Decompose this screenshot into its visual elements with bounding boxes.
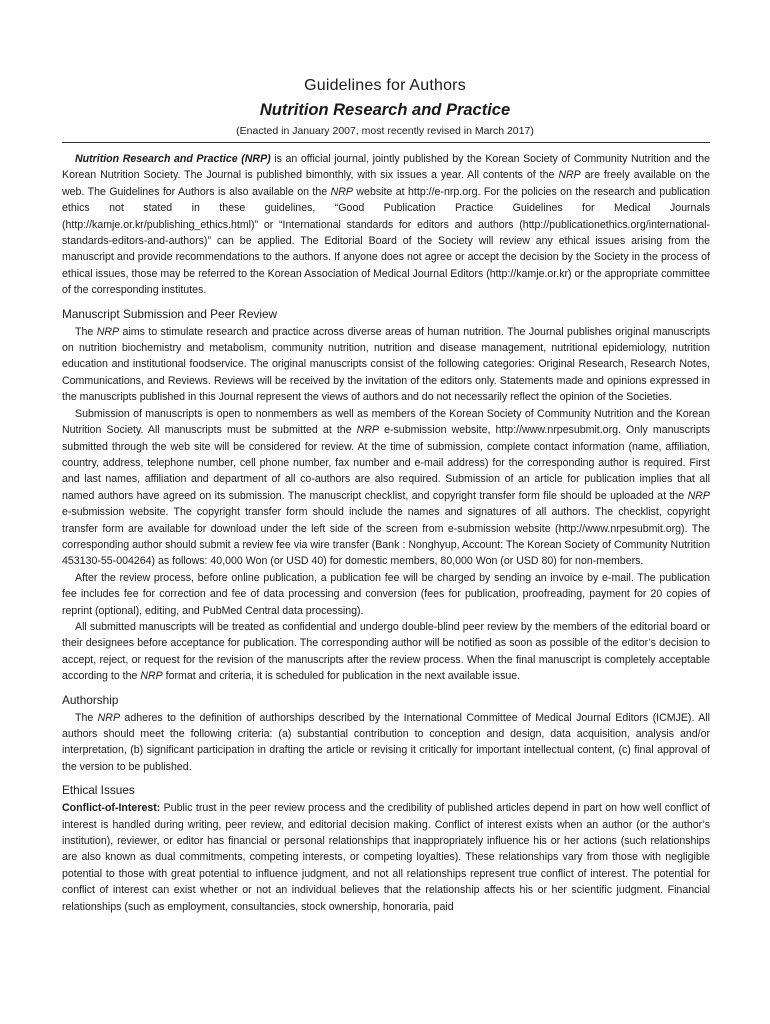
page-header: [0, 74, 770, 140]
submission-p2-text-2: e-submission website, http://www.nrpesubmit.org. Only manuscripts submitted through the web site will be considered for review. At the time of submission, complete contact information (name, affiliation, country, address, telephone number, cell phone number, fax number and e-mail address) for the corresponding author is required. First and last names, affiliation and department of all co-authors are also required. Submission of an article for publication implies that all named authors have agreed on its submission. The manuscript checklist, and copyright transfer form file should be uploaded at the: [62, 424, 710, 502]
authorship-text-2: adheres to the definition of authorships described by the International Committee of Medical Journal Editors (ICMJE). All authors should meet the following criteria: (a) substantial contribution to conception and design, data acquisition, analysis and/or interpretation, (b) significant participation in drafting the article or revising it critically for important intellectual content, (c) final approval of the version to be published.: [62, 711, 710, 773]
ethics-paragraph: [62, 800, 710, 915]
submission-p1-nrp: NRP: [96, 325, 120, 338]
intro-nrp-1: NRP: [558, 169, 581, 182]
submission-p2-text-1: Submission of manuscripts is open to nonmembers as well as members of the Korean Society of Community Nutrition and the Korean Nutrition Society. All manuscripts must be submitted at the: [62, 407, 710, 437]
submission-p4-text-1: All submitted manuscripts will be treated as confidential and undergo double-blind peer review by the members of the editorial board or their designees before acceptance for publication. The corresponding author will be notified as soon as possible of the editor’s decision to accept, reject, or request for the revision of the manuscripts after the review process. When the final manuscript is completely acceptable according to the: [62, 620, 710, 683]
intro-text-3: website at http://e-nrp.org. For the policies on the research and publication ethics not stated in these guidelines, “Good Publication Practice Guidelines for Medical Journals (http://kamje.or.kr/publishing_ethics.html)” or “International standards for editors and authors (http://publicationethics.org/international-standards-editors-and-authors)” can be applied. The Editorial Board of the Society will review any ethical issues arising from the manuscript and provide recommendations to the authors. If anyone does not agree or accept the decision by the Society in the process of ethical issues, those may be referred to the Korean Association of Medical Journal Editors (http://kamje.or.kr) or the appropriate committee of the corresponding institutes.: [62, 185, 710, 297]
submission-p1-text-2: aims to stimulate research and practice across diverse areas of human nutrition. The Journal publishes original manuscripts on nutrition biochemistry and metabolism, community nutrition, nutrition and disease management, nutritional epidemiology, nutrition education and institutional foodservice. The original manuscripts consist of the following categories: Original Research, Research Notes, Communications, and Reviews. Reviews will be received by the invitation of the editors only. Statements made and opinions expressed in the manuscripts published in this Journal represent the views of authors and do not necessarily reflect the opinion of the Societies.: [62, 325, 710, 404]
submission-p2-nrp-1: NRP: [356, 424, 379, 437]
authorship-text-1: The: [75, 711, 98, 724]
authorship-paragraph: [62, 710, 710, 776]
submission-paragraph-2: [62, 406, 710, 570]
intro-text-1: is an official journal, jointly published by the Korean Society of Community Nutrition and the Korean Nutrition Society. The Journal is published bimonthly, with six issues a year. All contents of the: [62, 153, 710, 182]
submission-p1-text-1: The: [75, 325, 97, 338]
authorship-nrp: NRP: [97, 711, 121, 724]
header-divider: [62, 142, 710, 143]
submission-p4-nrp: NRP: [140, 670, 163, 683]
ethics-text: Public trust in the peer review process and the credibility of published articles depend in part on how well conflict of interest is handled during writing, peer review, and editorial decision making. Conflict of interest exists when an author (or the author’s institution), reviewer, or editor has financial or personal relationships that inappropriately influence his or her actions (such relationships are also known as dual commitments, competing interests, or competing loyalties). These relationships vary from those with negligible potential to those with great potential to influence judgment, and not all relationships represent true conflict of interest. The potential for conflict of interest can exist whether or not an individual believes that the relationship affects his or her scientific judgment. Financial relationships (such as employment, consultancies, stock ownership, honoraria, paid: [62, 802, 710, 913]
conflict-of-interest-lead: Conflict-of-Interest:: [62, 802, 161, 815]
intro-lead: Nutrition Research and Practice (NRP): [75, 153, 271, 165]
submission-p2-nrp-2: NRP: [687, 489, 710, 502]
submission-paragraph-1: [62, 324, 710, 406]
intro-nrp-2: NRP: [330, 185, 353, 198]
document-body: [62, 151, 710, 915]
submission-p4-text-2: format and criteria, it is scheduled for publication in the next available issue.: [162, 670, 521, 683]
section-heading-authorship: Authorship: [62, 692, 119, 707]
submission-p2-text-3: e-submission website. The copyright transfer form should include the names and signatures of all authors. The checklist, copyright transfer form are available for download under the left side of the screen from e-submission website (http://www.nrpesubmit.org). The corresponding author should submit a review fee via wire transfer (Bank : Nonghyup, Account: The Korean Society of Community Nutrition 453130-55-004264) as follows: 40,000 Won (or USD 40) for domestic members, 80,000 Won (or USD 80) for non-members.: [62, 506, 710, 568]
enacted-note: (Enacted in January 2007, most recently revised in March 2017): [236, 125, 534, 137]
intro-text-2: are freely available on the web. The Guidelines for Authors is also available on the: [62, 169, 710, 198]
section-heading-ethics: Ethical Issues: [62, 783, 135, 798]
intro-paragraph: [62, 151, 710, 299]
page-title: Guidelines for Authors: [304, 77, 466, 94]
section-heading-submission: Manuscript Submission and Peer Review: [62, 306, 278, 321]
journal-name: Nutrition Research and Practice: [259, 101, 511, 119]
submission-paragraph-3: After the review process, before online publication, a publication fee will be charged by sending an invoice by e-mail. The publication fee includes fee for correction and fee of data processing and conversion (fees for publication, proofreading, payment for 20 copies of reprint (optional), editing, and PubMed Central data processing).: [62, 571, 710, 617]
submission-paragraph-4: [62, 619, 710, 685]
